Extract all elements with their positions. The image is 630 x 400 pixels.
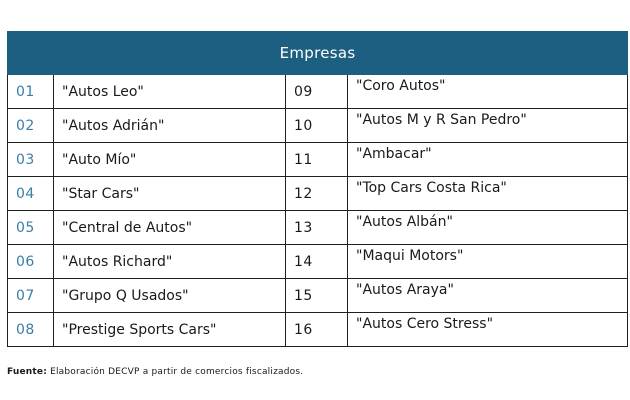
company-name-left: "Star Cars" — [54, 177, 286, 211]
table-row — [8, 177, 628, 211]
row-number-left: 05 — [8, 211, 54, 245]
table-row — [8, 75, 628, 109]
row-number-left: 07 — [8, 279, 54, 313]
company-name-right: "Top Cars Costa Rica" — [348, 177, 628, 211]
row-number-right: 13 — [286, 211, 348, 245]
table-row — [8, 245, 628, 279]
table-row — [8, 313, 628, 347]
row-number-left: 03 — [8, 143, 54, 177]
row-number-right: 10 — [286, 109, 348, 143]
source-text: Elaboración DECVP a partir de comercios fiscalizados. — [47, 367, 304, 377]
table-header-row — [8, 32, 628, 75]
company-name-right: "Autos Araya" — [348, 279, 628, 313]
row-number-left: 01 — [8, 75, 54, 109]
table-row — [8, 211, 628, 245]
company-name-left: "Central de Autos" — [54, 211, 286, 245]
source-label: Fuente: — [7, 367, 48, 377]
row-number-left: 02 — [8, 109, 54, 143]
row-number-right: 12 — [286, 177, 348, 211]
table-header: Empresas — [8, 32, 628, 75]
row-number-right: 09 — [286, 75, 348, 109]
source-note — [7, 367, 303, 377]
company-name-left: "Grupo Q Usados" — [54, 279, 286, 313]
company-name-right: "Ambacar" — [348, 143, 628, 177]
row-number-right: 16 — [286, 313, 348, 347]
company-name-right: "Autos M y R San Pedro" — [348, 109, 628, 143]
company-name-left: "Autos Richard" — [54, 245, 286, 279]
table-row — [8, 109, 628, 143]
row-number-right: 11 — [286, 143, 348, 177]
row-number-left: 06 — [8, 245, 54, 279]
company-name-left: "Autos Leo" — [54, 75, 286, 109]
companies-table — [7, 31, 628, 347]
row-number-left: 08 — [8, 313, 54, 347]
table-body — [8, 75, 628, 347]
company-name-right: "Autos Cero Stress" — [348, 313, 628, 347]
table-row — [8, 279, 628, 313]
company-name-right: "Coro Autos" — [348, 75, 628, 109]
company-name-left: "Prestige Sports Cars" — [54, 313, 286, 347]
row-number-right: 14 — [286, 245, 348, 279]
company-name-left: "Autos Adrián" — [54, 109, 286, 143]
table-row — [8, 143, 628, 177]
row-number-right: 15 — [286, 279, 348, 313]
company-name-right: "Maqui Motors" — [348, 245, 628, 279]
company-name-left: "Auto Mío" — [54, 143, 286, 177]
row-number-left: 04 — [8, 177, 54, 211]
company-name-right: "Autos Albán" — [348, 211, 628, 245]
